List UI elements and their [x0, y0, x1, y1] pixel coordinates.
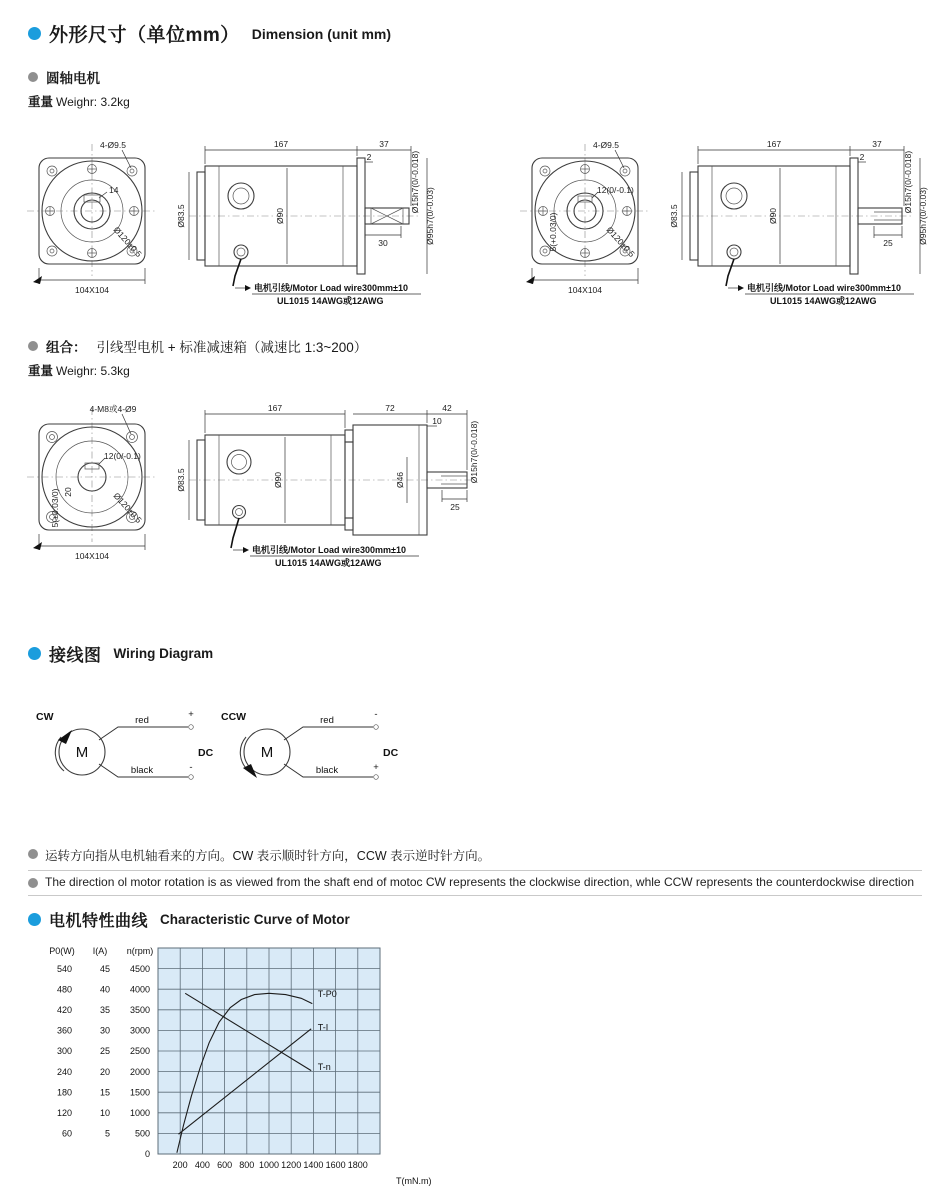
- dim-body-dia: Ø90: [275, 207, 285, 225]
- rotation-label: CCW: [221, 711, 247, 723]
- gear-motor-side-view: [176, 403, 479, 568]
- svg-text:45: 45: [99, 963, 110, 974]
- dim-key: 12(0/-0.1): [104, 451, 141, 461]
- svg-text:40: 40: [99, 984, 110, 995]
- svg-text:25: 25: [99, 1046, 110, 1057]
- svg-text:2500: 2500: [129, 1046, 150, 1057]
- dim-key: 14: [109, 185, 119, 195]
- svg-text:600: 600: [217, 1160, 233, 1170]
- combo-title-zh: 组合：: [46, 340, 87, 355]
- dim-shaft-dia: Ø15h7(0/-0.018): [469, 420, 479, 484]
- dim-key: 12(0/-0.1): [597, 185, 634, 195]
- svg-text:60: 60: [61, 1128, 72, 1139]
- dim-boss-dia: Ø46: [395, 471, 405, 489]
- dim-square: 104X104: [567, 285, 603, 295]
- round-shaft-title: 圆轴电机: [46, 71, 100, 86]
- svg-text:540: 540: [56, 963, 72, 974]
- dim-flange-dia: Ø83.5: [176, 204, 186, 228]
- svg-text:5: 5: [104, 1128, 110, 1139]
- dim-key-depth: 5(+0.03/0): [548, 212, 558, 252]
- motor-b-drawing: [518, 136, 928, 308]
- note-en-text: The direction ol motor rotation is as viewed from the shaft end of motoc CW represents the clockwise direction, whle CCW represents the counterdockwise direction: [45, 875, 915, 889]
- weight-value: Weighr: 3.2kg: [56, 95, 130, 109]
- motor-a-front-view: [27, 140, 157, 295]
- round-shaft-weight: [28, 92, 130, 110]
- dim-key-depth: 5(+0.03/0): [50, 488, 60, 528]
- dim-spigot-dia: Ø95h7(0/-0.03): [918, 187, 928, 245]
- svg-text:200: 200: [172, 1160, 188, 1170]
- round-shaft-heading: [28, 67, 100, 87]
- svg-text:15: 15: [99, 1087, 110, 1098]
- dimension-title-zh: 外形尺寸（单位mm）: [49, 25, 240, 46]
- weight-label-zh: 重量: [28, 364, 54, 378]
- svg-text:20: 20: [99, 1066, 110, 1077]
- dim-length: 167: [766, 139, 782, 149]
- rotation-arrowhead-icon: [58, 730, 72, 744]
- gray-bullet-icon: [28, 341, 38, 351]
- svg-text:420: 420: [56, 1005, 72, 1015]
- blue-bullet-icon: [28, 647, 41, 660]
- svg-text:480: 480: [56, 984, 72, 995]
- motor-b-front-view: [520, 140, 650, 295]
- svg-text:1000: 1000: [129, 1108, 150, 1118]
- note-en-row: [28, 871, 922, 896]
- dim-shaft-dia: Ø15h7(0/-0.018): [903, 150, 913, 214]
- svg-text:120: 120: [56, 1108, 72, 1118]
- bottom-wire-label: black: [315, 765, 339, 776]
- combo-weight: [28, 361, 130, 379]
- dim-key-length: 30: [378, 238, 388, 248]
- curve-heading: [28, 908, 350, 931]
- dim-spigot-dia: Ø95h7(0/-0.03): [425, 187, 435, 245]
- svg-text:0: 0: [144, 1149, 150, 1160]
- bottom-polarity: -: [189, 762, 193, 773]
- dim-flange-dia: Ø83.5: [176, 468, 186, 492]
- svg-text:360: 360: [56, 1025, 72, 1036]
- svg-text:T(mN.m): T(mN.m): [396, 1176, 432, 1186]
- dim-shaft-length: 37: [379, 139, 389, 149]
- dim-shaft-dia: Ø15h7(0/-0.018): [410, 150, 420, 214]
- note-zh-row: [28, 842, 922, 871]
- svg-text:1400: 1400: [303, 1160, 324, 1170]
- curve-title-zh: 电机特性曲线: [49, 913, 149, 930]
- dim-holes: 4-M8或4-Ø9: [89, 404, 137, 414]
- dim-gear-length: 72: [385, 403, 395, 413]
- dim-body-dia: Ø90: [768, 207, 778, 225]
- wiring-title-zh: 接线图: [49, 646, 102, 665]
- svg-text:1600: 1600: [325, 1160, 346, 1170]
- note-zh-text: 运转方向指从电机轴看来的方向。CW 表示顺时针方向，CCW 表示逆时针方向。: [45, 849, 491, 863]
- dim-pitch-circle: Ø120±0.5: [604, 224, 637, 260]
- svg-text:T-P0: T-P0: [317, 989, 337, 1000]
- gray-bullet-icon: [28, 878, 38, 888]
- svg-text:1800: 1800: [347, 1160, 368, 1170]
- dim-flat-length: 25: [450, 502, 460, 512]
- blue-bullet-icon: [28, 913, 41, 926]
- dim-offset: 20: [63, 487, 73, 497]
- wire-note-2: UL1015 14AWG或12AWG: [275, 558, 382, 568]
- svg-text:2000: 2000: [129, 1066, 150, 1077]
- top-polarity: +: [188, 709, 194, 720]
- wiring-diagram-cw: [30, 700, 215, 795]
- dim-flange-dia: Ø83.5: [669, 204, 679, 228]
- weight-value: Weighr: 5.3kg: [56, 364, 130, 378]
- dim-step: 2: [366, 152, 372, 162]
- motor-symbol: M: [260, 744, 274, 761]
- svg-text:1000: 1000: [258, 1160, 280, 1170]
- dim-length: 167: [273, 139, 289, 149]
- svg-text:3500: 3500: [129, 1005, 150, 1015]
- wire-note-2: UL1015 14AWG或12AWG: [770, 296, 877, 306]
- dimension-section-header: [28, 20, 391, 47]
- svg-text:35: 35: [99, 1005, 110, 1015]
- dim-pitch-circle: Ø120±0.5: [111, 490, 144, 526]
- svg-text:T-I: T-I: [317, 1022, 329, 1033]
- svg-text:180: 180: [56, 1087, 72, 1098]
- supply-label: DC: [383, 747, 399, 759]
- dim-shaft-length: 42: [442, 403, 452, 413]
- motor-b-side-view: [669, 139, 928, 306]
- svg-text:300: 300: [56, 1046, 72, 1057]
- dim-step: 2: [859, 152, 865, 162]
- svg-text:I(A): I(A): [92, 946, 108, 956]
- gray-bullet-icon: [28, 849, 38, 859]
- motor-a-side-view: [176, 139, 435, 306]
- bottom-wire-label: black: [130, 765, 154, 776]
- wire-note-1: 电机引线/Motor Load wire300mm±10: [252, 545, 406, 555]
- dim-flat-length: 25: [883, 238, 893, 248]
- svg-text:n(rpm): n(rpm): [126, 946, 154, 956]
- svg-text:500: 500: [134, 1128, 150, 1139]
- top-polarity: -: [374, 709, 378, 720]
- svg-text:400: 400: [194, 1160, 210, 1170]
- curve-title-en: Characteristic Curve of Motor: [160, 912, 350, 927]
- motor-symbol: M: [75, 744, 89, 761]
- svg-text:3000: 3000: [129, 1025, 150, 1036]
- svg-text:P0(W): P0(W): [49, 946, 75, 956]
- svg-text:1500: 1500: [129, 1087, 150, 1098]
- dim-flag: [33, 276, 42, 284]
- gear-motor-front-view: [27, 404, 157, 561]
- dim-shaft-length: 37: [872, 139, 882, 149]
- combo-title-rest: 引线型电机 + 标准减速箱（减速比 1:3~200）: [96, 340, 368, 355]
- wire-note-1: 电机引线/Motor Load wire300mm±10: [254, 283, 408, 293]
- characteristic-curve-chart: [28, 940, 458, 1192]
- svg-text:1200: 1200: [281, 1160, 302, 1170]
- svg-text:30: 30: [99, 1025, 110, 1036]
- wiring-heading: [28, 641, 213, 666]
- wire-note-2: UL1015 14AWG或12AWG: [277, 296, 384, 306]
- weight-label-zh: 重量: [28, 95, 54, 109]
- svg-text:240: 240: [56, 1066, 72, 1077]
- dimension-title-en: Dimension (unit mm): [251, 25, 392, 42]
- rotation-label: CW: [36, 711, 54, 723]
- top-wire-label: red: [135, 715, 149, 726]
- svg-text:4500: 4500: [129, 963, 150, 974]
- combo-heading: [28, 336, 367, 356]
- gray-bullet-icon: [28, 72, 38, 82]
- bottom-polarity: +: [373, 762, 379, 773]
- svg-text:10: 10: [99, 1108, 110, 1118]
- dim-square: 104X104: [74, 285, 110, 295]
- dim-square: 104X104: [74, 551, 110, 561]
- svg-text:4000: 4000: [129, 984, 150, 995]
- wiring-diagram-ccw: [215, 700, 400, 795]
- dim-step: 10: [432, 416, 442, 426]
- wiring-title-en: Wiring Diagram: [113, 646, 214, 661]
- svg-text:T-n: T-n: [317, 1062, 331, 1073]
- dim-body-dia: Ø90: [273, 471, 283, 489]
- supply-label: DC: [198, 747, 214, 759]
- dim-pitch-circle: Ø120±0.5: [111, 224, 144, 260]
- wire-note-1: 电机引线/Motor Load wire300mm±10: [747, 283, 901, 293]
- gear-motor-drawing: [25, 400, 485, 590]
- rotation-notes: [28, 842, 922, 896]
- dim-motor-length: 167: [267, 403, 283, 413]
- top-wire-label: red: [320, 715, 334, 726]
- blue-bullet-icon: [28, 27, 41, 40]
- motor-a-drawing: [25, 136, 435, 308]
- dim-holes: 4-Ø9.5: [593, 140, 619, 150]
- dim-holes: 4-Ø9.5: [100, 140, 126, 150]
- svg-text:800: 800: [239, 1160, 255, 1170]
